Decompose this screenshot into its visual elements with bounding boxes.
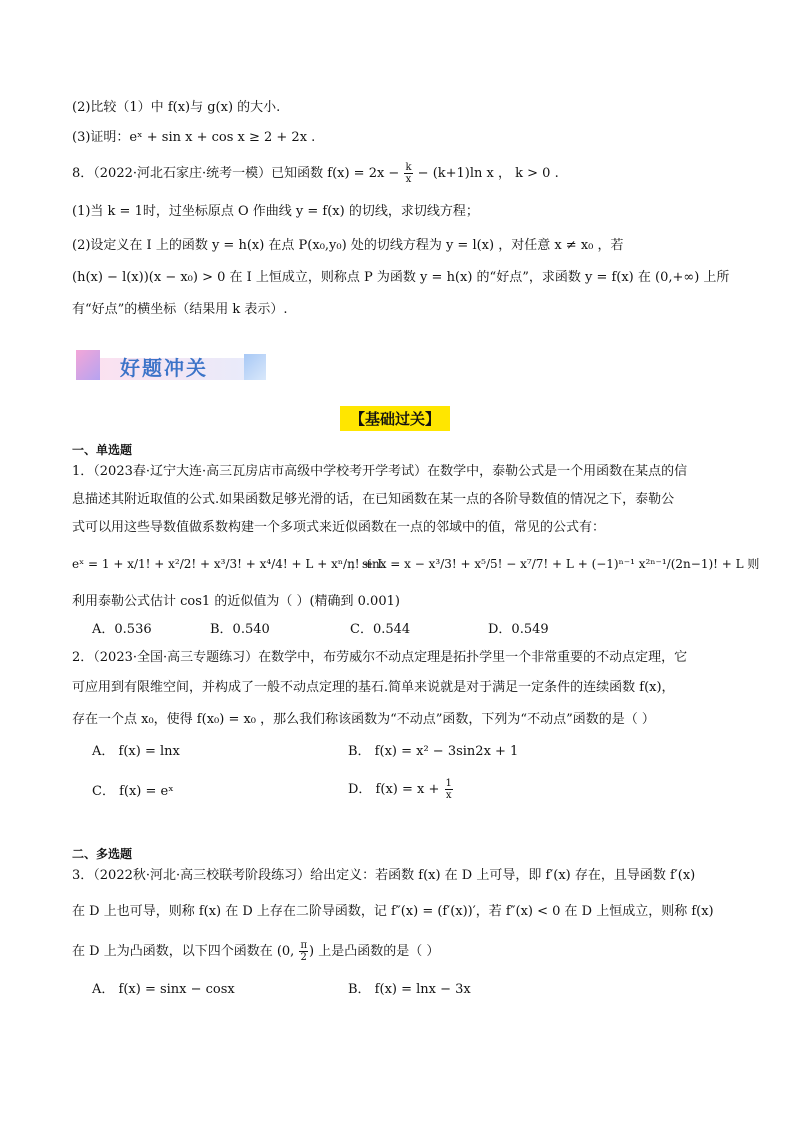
q3-line-3-tail: ) 上是凸函数的是（ ）	[309, 944, 440, 959]
q8-frac-num: k	[405, 162, 412, 173]
q3-line-3	[72, 940, 439, 963]
q2-option-d-fraction	[445, 778, 453, 801]
q8-part-2-line-2: (h(x) − l(x))(x − x₀) > 0 在 I 上恒成立，则称点 P 为函数 y = h(x) 的“好点”，求函数 y = f(x) 在 (0,+∞) 上所	[72, 270, 730, 285]
q1-formula-exp: eˣ = 1 + x/1! + x²/2! + x³/3! + x⁴/4! + L + xⁿ/n! + L	[72, 557, 386, 571]
q1-line-5: 利用泰勒公式估计 cos1 的近似值为（ ）(精确到 0.001)	[72, 594, 400, 609]
q3-frac-num: π	[300, 940, 308, 951]
q3-option-b[interactable]: B． f(x) = lnx − 3x	[348, 982, 471, 997]
q1-option-d[interactable]: D．0.549	[488, 622, 549, 637]
banner-decoration-left	[76, 350, 100, 380]
section-banner	[76, 348, 266, 386]
q1-line-2: 息描述其附近取值的公式.如果函数足够光滑的话，在已知函数在某一点的各阶导数值的情况之下，泰勒公	[72, 492, 675, 507]
q3-line-3-head: 在 D 上为凸函数，以下四个函数在 (0,	[72, 944, 299, 959]
q3-option-a[interactable]: A． f(x) = sinx − cosx	[92, 982, 235, 997]
q2-option-b[interactable]: B． f(x) = x² − 3sin2x + 1	[348, 744, 519, 759]
q8-tail-text: − (k+1)ln x ， k > 0 .	[413, 166, 559, 181]
level-badge: 【基础过关】	[340, 406, 450, 431]
q2-line-3: 存在一个点 x₀，使得 f(x₀) = x₀ ，那么我们称该函数为“不动点”函数，下列为“不动点”函数的是（ ）	[72, 712, 655, 727]
prev-line-3: (3)证明：eˣ + sin x + cos x ≥ 2 + 2x .	[72, 130, 316, 145]
q1-option-a[interactable]: A．0.536	[92, 622, 152, 637]
q2-option-c[interactable]: C． f(x) = eˣ	[92, 784, 174, 799]
q2-option-d[interactable]	[348, 778, 454, 801]
q2-option-d-text: D． f(x) = x +	[348, 782, 444, 797]
banner-decoration-right	[244, 354, 266, 380]
q2-option-a[interactable]: A． f(x) = lnx	[92, 744, 180, 759]
q2-option-d-num: 1	[445, 778, 452, 789]
q1-option-c[interactable]: C．0.544	[350, 622, 411, 637]
q1-formula-sin: ；sinx = x − x³/3! + x⁵/5! − x⁷/7! + L + (−1)ⁿ⁻¹ x²ⁿ⁻¹/(2n−1)! + L 则	[350, 557, 760, 571]
q2-line-1: 2．（2023·全国·高三专题练习）在数学中，布劳威尔不动点定理是拓扑学里一个非常重要的不动点定理，它	[72, 650, 688, 665]
q1-line-1: 1．（2023春·辽宁大连·高三瓦房店市高级中学校考开学考试）在数学中，泰勒公式是一个用函数在某点的信	[72, 464, 688, 479]
q3-frac-den: 2	[300, 952, 307, 963]
q2-option-d-den: x	[445, 790, 452, 801]
q1-option-b[interactable]: B．0.540	[210, 622, 270, 637]
q1-line-3: 式可以用这些导数值做系数构建一个多项式来近似函数在一点的邻域中的值，常见的公式有：	[72, 520, 606, 535]
q3-pi-half-fraction	[299, 940, 308, 963]
q8-part-2-line-3: 有“好点”的横坐标（结果用 k 表示）.	[72, 302, 288, 317]
section-heading-single-choice: 一、单选题	[72, 443, 133, 457]
q8-part-1: (1)当 k = 1时，过坐标原点 O 作曲线 y = f(x) 的切线，求切线方程；	[72, 204, 479, 219]
q8-part-2-line-1: (2)设定义在 I 上的函数 y = h(x) 在点 P(x₀,y₀) 处的切线方程为 y = l(x) ，对任意 x ≠ x₀ ，若	[72, 238, 624, 253]
q3-line-2: 在 D 上也可导，则称 f(x) 在 D 上存在二阶导函数，记 f″(x) = (f′(x))′，若 f″(x) < 0 在 D 上恒成立，则称 f(x)	[72, 904, 714, 919]
q8-frac-den: x	[405, 174, 412, 185]
q2-line-2: 可应用到有限维空间，并构成了一般不动点定理的基石.简单来说就是对于满足一定条件的连续函数 f(x)，	[72, 680, 675, 695]
question-8-header	[72, 162, 559, 185]
section-heading-multi-choice: 二、多选题	[72, 847, 133, 861]
q8-head-text: 8．（2022·河北石家庄·统考一模）已知函数 f(x) = 2x −	[72, 166, 404, 181]
banner-title: 好题冲关	[120, 356, 208, 380]
q3-line-1: 3．（2022秋·河北·高三校联考阶段练习）给出定义：若函数 f(x) 在 D 上可导，即 f′(x) 存在，且导函数 f′(x)	[72, 868, 696, 883]
prev-line-2: (2)比较（1）中 f(x)与 g(x) 的大小.	[72, 100, 281, 115]
q8-fraction	[404, 162, 412, 185]
